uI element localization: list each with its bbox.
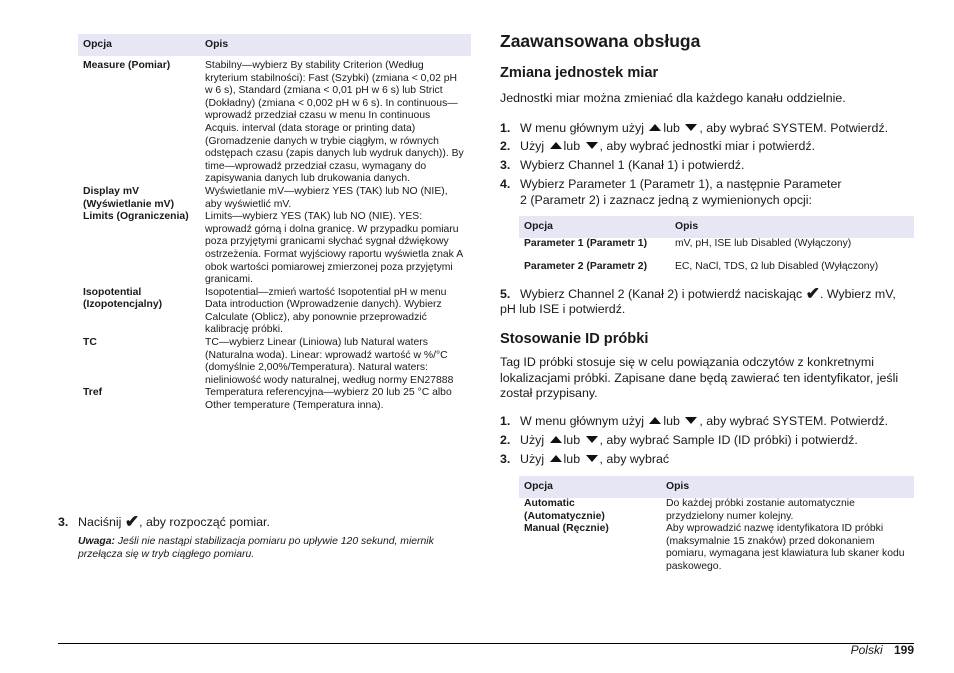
step-text-part: , aby wybrać Sample ID (ID próbki) i potwierdź.: [599, 433, 858, 447]
section-heading-units: Zmiana jednostek miar: [500, 65, 659, 81]
step: [500, 452, 914, 468]
down-arrow-icon: [586, 436, 598, 443]
step-text-line: pH lub ISE i potwierdź.: [500, 302, 626, 316]
section-intro: Jednostki miar można zmieniać dla każdego kanału oddzielnie.: [500, 91, 846, 105]
down-arrow-icon: [685, 417, 697, 424]
step-text: [520, 414, 888, 430]
step-text: [520, 284, 896, 303]
option-name: Measure (Pomiar): [83, 60, 171, 71]
step-number: 2.: [500, 139, 511, 153]
option-name: Isopotential (Izopotencjalny): [83, 286, 163, 311]
note: [78, 535, 473, 561]
section-heading-sample-id: Stosowanie ID próbki: [500, 331, 649, 347]
options-table-parameters: [519, 216, 914, 284]
footer-language: Polski: [850, 643, 883, 657]
step-number: 5.: [500, 287, 511, 301]
option-name: Parameter 2 (Parametr 2): [524, 261, 648, 272]
page-number: 199: [893, 643, 914, 657]
up-arrow-icon: [550, 142, 562, 149]
option-name: Manual (Ręcznie): [524, 523, 609, 535]
step: [500, 158, 914, 174]
option-name: TC: [83, 337, 97, 349]
table-row: [519, 238, 914, 261]
step-text-part: Naciśnij: [78, 515, 122, 529]
step-number: 1.: [500, 414, 511, 428]
option-description: mV, pH, ISE lub Disabled (Wyłączony): [675, 238, 852, 249]
step-text-part: Wybierz Channel 2 (Kanał 2) i potwierdź naciskając: [520, 287, 803, 301]
page-footer: [851, 643, 914, 657]
step-text-part: . Wybierz mV,: [819, 287, 896, 301]
intro-line: lokalizacjami próbki. Zapisane dane będą zawierać ten identyfikator, jeśli: [500, 370, 899, 385]
step-text-part: W menu głównym użyj: [520, 121, 644, 135]
step: [500, 414, 914, 430]
table-header-row: [78, 34, 471, 56]
footer-divider: [58, 643, 914, 644]
option-description: Isopotential—zmień wartość Isopotential pH w menu Data introduction (Wprowadzenie danych). Wybierz Calculate (Oblicz), aby ponownie przeprowadzić kalibrację próbki.: [205, 286, 447, 336]
table-header-option: Opcja: [519, 476, 661, 498]
table-row: [78, 56, 471, 186]
up-arrow-icon: [550, 436, 562, 443]
step-text-part: , aby wybrać SYSTEM. Potwierdź.: [699, 121, 889, 135]
check-icon: ✔: [124, 512, 140, 531]
step-text: [520, 452, 669, 468]
step-number: 1.: [500, 121, 511, 135]
step-text-part: , aby wybrać jednostki miar i potwierdź.: [599, 139, 816, 153]
option-name: Automatic (Automatycznie): [524, 498, 605, 522]
section-intro: [500, 355, 920, 402]
step-text-part: lub: [563, 433, 581, 447]
step-text: [520, 139, 815, 155]
table-row: [519, 261, 914, 284]
option-description: Stabilny—wybierz By stability Criterion (Według kryterium stabilności): Fast (Szybki) (zmiana < 0,02 pH w 6 s), Standard (zmiana < 0,01 pH w 6 s) lub Strict (Dokładny) (zmiana < 0,002 pH w 6 s). In continuous—wprowadź przedział czasu w menu In continuous Acquis. interval (data storage or printing data) (Gromadzenie danych w trybie ciągłym, w równych odstępach czasu (zapis danych lub wydruk danych)). By time—wprowadź przedział czasu, wymagany do zapisywania danych lub drukowania danych.: [205, 60, 464, 185]
option-description: Limits—wybierz YES (TAK) lub NO (NIE). YES: wprowadź górną i dolna granicę. W przypadku pomiaru poza przyjętymi granicami słychać sygnał dźwiękowy ostrzeżenia. Format wyjściowy raportu wyświetla znak A obok wartości pomiarowej zmierzonej poza przyjętymi granicami.: [205, 211, 463, 286]
down-arrow-icon: [685, 124, 697, 131]
intro-line: został przypisany.: [500, 386, 598, 400]
step-text-part: lub: [663, 414, 680, 428]
table-header-description: Opis: [200, 34, 471, 56]
step-number: 3.: [500, 158, 511, 172]
down-arrow-icon: [586, 455, 598, 462]
step-text-line: Wybierz Parameter 1 (Parametr 1), a następnie Parameter: [520, 177, 842, 191]
step-number: 3.: [500, 452, 511, 466]
page-title: Zaawansowana obsługa: [500, 31, 701, 51]
step-text-part: Użyj: [520, 139, 545, 153]
option-description: EC, NaCl, TDS, Ω lub Disabled (Wyłączony): [675, 261, 879, 272]
table-header-description: Opis: [670, 216, 914, 238]
table-header-row: [519, 216, 914, 238]
up-arrow-icon: [649, 417, 661, 424]
step-text: [520, 177, 842, 208]
step-text-part: , aby rozpocząć pomiar.: [139, 515, 270, 529]
table-row: [519, 498, 914, 523]
intro-line: Tag ID próbki stosuje się w celu powiązania odczytów z konkretnymi: [500, 355, 874, 369]
option-name: Display mV (Wyświetlanie mV): [83, 185, 175, 210]
step-text: [520, 433, 858, 449]
table-row: [78, 337, 471, 387]
step-number: 4.: [500, 177, 511, 191]
option-description: Do każdej próbki zostanie automatycznie przydzielony numer kolejny.: [666, 498, 855, 522]
table-row: [78, 211, 471, 287]
option-description: Aby wprowadzić nazwę identyfikatora ID próbki (maksymalnie 15 znaków) przed dokonaniem pomiaru, wymagana jest klawiatura lub skaner kodu paskowego.: [666, 523, 905, 572]
table-header-option: Opcja: [519, 216, 670, 238]
table-row: [78, 186, 471, 211]
option-description: Temperatura referencyjna—wybierz 20 lub 25 °C albo Other temperature (Temperatura inna).: [205, 387, 452, 412]
step-text-part: lub: [563, 139, 581, 153]
table-header-row: [519, 476, 914, 498]
step-text-part: , aby wybrać SYSTEM. Potwierdź.: [699, 414, 889, 428]
table-header-description: Opis: [661, 476, 914, 498]
table-row: [519, 523, 914, 573]
note-label: Uwaga:: [78, 536, 115, 547]
step-number: 3.: [58, 515, 69, 529]
option-description: Wyświetlanie mV—wybierz YES (TAK) lub NO (NIE), aby wyświetlić mV.: [205, 185, 448, 210]
up-arrow-icon: [649, 124, 661, 131]
step-text-part: Użyj: [520, 452, 545, 466]
options-table-sample-id: [519, 476, 914, 574]
step-text-part: , aby wybrać: [599, 452, 670, 466]
step-text: Wybierz Channel 1 (Kanał 1) i potwierdź.: [520, 158, 745, 172]
step: [500, 139, 914, 155]
table-row: [78, 387, 471, 412]
step: [500, 121, 914, 137]
option-name: Tref: [83, 387, 103, 399]
step-text-part: Użyj: [520, 433, 545, 447]
step-text-line: 2 (Parametr 2) i zaznacz jedną z wymienionych opcji:: [520, 192, 812, 207]
option-name: Parameter 1 (Parametr 1): [524, 238, 648, 249]
note-text: Jeśli nie nastąpi stabilizacja pomiaru po upływie 120 sekund, miernik przełącza się w tryb ciągłego pomiaru.: [78, 536, 434, 560]
step-text-part: lub: [563, 452, 581, 466]
check-icon: ✔: [805, 284, 820, 303]
table-header-option: Opcja: [78, 34, 200, 56]
step: [500, 177, 914, 209]
step: [500, 284, 914, 319]
step-number: 2.: [500, 433, 511, 447]
step-text: [78, 512, 270, 531]
up-arrow-icon: [550, 455, 562, 462]
table-row: [78, 287, 471, 337]
down-arrow-icon: [586, 142, 598, 149]
step-text: [520, 121, 888, 137]
step-text-part: W menu głównym użyj: [520, 414, 644, 428]
option-description: TC—wybierz Linear (Liniowa) lub Natural waters (Naturalna woda). Linear: wprowadź wartość w %/°C (domyślnie 2,00%/Temperatura). Natural waters: nieliniowość wody naturalnej, według normy EN27888: [205, 337, 454, 386]
option-name: Limits (Ograniczenia): [83, 211, 189, 223]
step: [500, 433, 914, 449]
step-text-part: lub: [663, 121, 680, 135]
options-table-measurement: [78, 34, 471, 413]
